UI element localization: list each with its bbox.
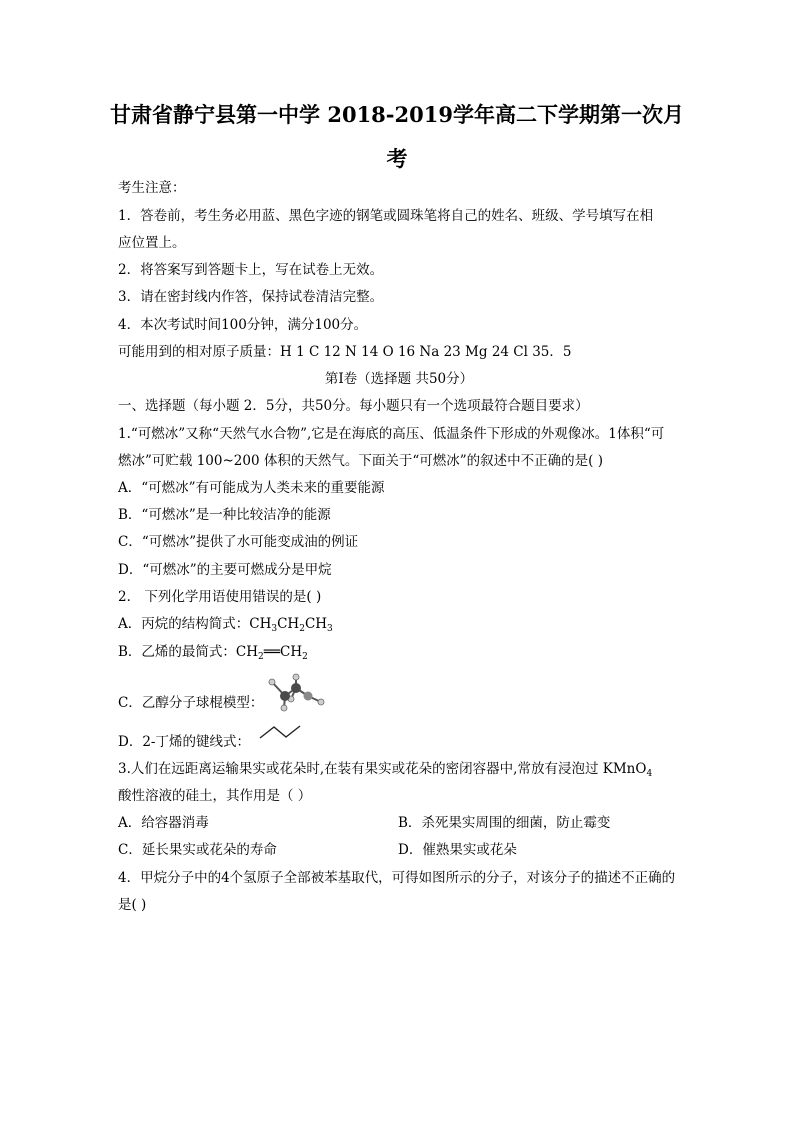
exam-title-line2: 考 xyxy=(386,146,408,171)
2-butene-skeletal-formula xyxy=(258,722,302,742)
q2-option-b xyxy=(118,643,308,661)
formula-sub: 2 xyxy=(258,652,264,662)
formula-part: CH xyxy=(235,644,259,660)
q2-stem: 2． 下列化学用语使用错误的是( ) xyxy=(118,589,322,605)
formula-part: CH xyxy=(277,616,300,632)
q3-option-a: A．给容器消毒 xyxy=(118,815,209,831)
section-title: 第Ⅰ卷（选择题 共50分） xyxy=(324,371,474,387)
q1-stem-line1: 1.“可燃冰”又称“天然气水合物”,它是在海底的高压、低温条件下形成的外观像冰。1体积“可 xyxy=(118,426,665,442)
q4-stem-line2: 是( ) xyxy=(118,897,147,913)
notice-item-2: 2．将答案写到答题卡上，写在试卷上无效。 xyxy=(118,262,384,278)
q3-stem-text: 3.人们在远距离运输果实或花朵时,在装有果实或花朵的密闭容器中,常放有浸泡过 KMnO xyxy=(118,761,647,777)
q3-stem-line2: 酸性溶液的硅土，其作用是（ ） xyxy=(118,788,312,804)
q2-option-a xyxy=(118,615,333,633)
q2-option-a-label: A．丙烷的结构简式： xyxy=(118,616,250,632)
q1-option-c: C．“可燃冰”提供了水可能变成油的例证 xyxy=(118,534,359,550)
formula-sub: 3 xyxy=(327,624,333,634)
q4-stem-line1: 4．甲烷分子中的4个氢原子全部被苯基取代，可得如图所示的分子，对该分子的描述不正确的 xyxy=(118,870,676,886)
exam-title-line1: 甘肃省静宁县第一中学 2018-2019学年高二下学期第一次月 xyxy=(110,102,684,127)
q3-option-c: C．延长果实或花朵的寿命 xyxy=(118,842,277,858)
formula-sub: 3 xyxy=(271,624,278,634)
double-bond: ══ xyxy=(263,644,281,660)
formula-sub: 4 xyxy=(646,769,653,779)
formula-part: CH xyxy=(249,616,272,632)
q1-option-d: D．“可燃冰”的主要可燃成分是甲烷 xyxy=(118,562,332,578)
formula-part: CH xyxy=(304,616,328,632)
q1-stem-line2: 燃冰”可贮载 100~200 体积的天然气。下面关于“可燃冰”的叙述中不正确的是( ) xyxy=(118,453,603,469)
formula-sub: 2 xyxy=(302,652,308,662)
q2-option-b-label: B．乙烯的最简式： xyxy=(118,644,236,660)
atomic-mass-list: 可能用到的相对原子质量：H 1 C 12 N 14 O 16 Na 23 Mg 24 Cl 35．5 xyxy=(118,344,572,360)
notice-heading: 考生注意： xyxy=(118,180,186,196)
notice-item-4: 4．本次考试时间100分钟，满分100分。 xyxy=(118,317,368,333)
notice-item-1-cont: 应位置上。 xyxy=(118,235,186,251)
q3-stem-line1 xyxy=(118,760,652,778)
q3-option-d: D．催熟果实或花朵 xyxy=(398,842,517,858)
ethanol-ball-stick-model xyxy=(266,672,328,712)
q3-option-b: B．杀死果实周围的细菌，防止霉变 xyxy=(398,815,611,831)
q1-option-a: A．“可燃冰”有可能成为人类未来的重要能源 xyxy=(118,480,385,496)
notice-item-1: 1．答卷前，考生务必用蓝、黑色字迹的钢笔或圆珠笔将自己的姓名、班级、学号填写在相 xyxy=(118,208,654,224)
q2-option-c: C．乙醇分子球棍模型： xyxy=(118,695,264,711)
notice-item-3: 3．请在密封线内作答，保持试卷清洁完整。 xyxy=(118,289,384,305)
q2-option-d: D．2-丁烯的键线式： xyxy=(118,734,250,750)
formula-sub: 2 xyxy=(299,624,305,634)
q1-option-b: B．“可燃冰”是一种比较洁净的能源 xyxy=(118,507,331,523)
section-instruction: 一、选择题（每小题 2．5分，共50分。每小题只有一个选项最符合题目要求） xyxy=(118,398,589,414)
formula-part: CH xyxy=(280,644,303,660)
